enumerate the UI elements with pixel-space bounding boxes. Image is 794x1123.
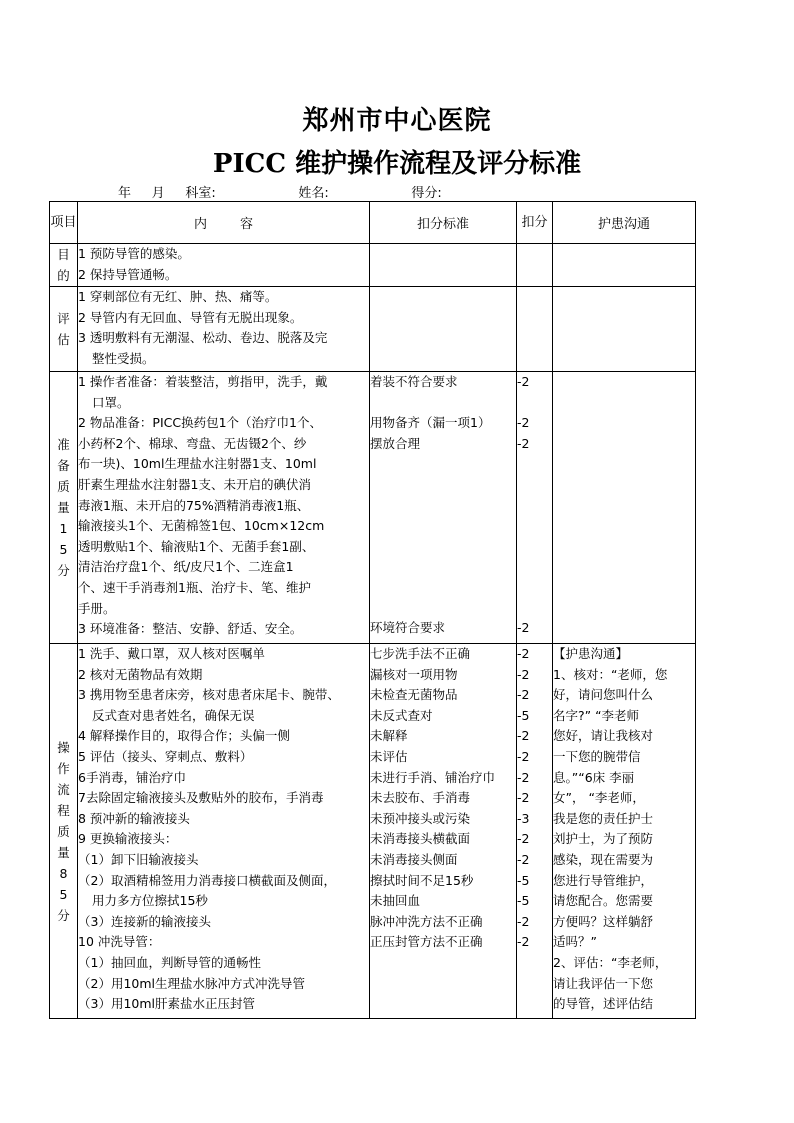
prep-line: 清洁治疗盘1个、纸/皮尺1个、二连盒1 (78, 559, 294, 575)
operation-std-item: 擦拭时间不足15秒 (370, 872, 474, 888)
prep-line: 肝素生理盐水注射器1支、未开启的碘伏消 (78, 476, 311, 492)
communication-line: 您好，请让我核对 (553, 728, 654, 744)
operation-line: 2 核对无菌物品有效期 (78, 666, 203, 682)
operation-line: （2）取酒精棉签用力消毒接口横截面及侧面， (78, 872, 336, 888)
scoring-table (49, 201, 696, 1019)
communication-line: 我是您的责任护士 (553, 810, 654, 826)
operation-pts-item: -2 (517, 646, 530, 661)
communication-line: 方便吗？这样躺舒 (553, 913, 654, 929)
operation-pts-item: -5 (517, 872, 530, 888)
prep-line: 手册。 (78, 600, 116, 616)
purpose-std (370, 244, 517, 287)
operation-label (50, 644, 78, 1019)
operation-line: 3 携用物至患者床旁，核对患者床尾卡、腕带、 (78, 687, 340, 703)
operation-std-item: 未反式查对 (370, 707, 433, 723)
operation-row (50, 644, 696, 1019)
communication-line: 您进行导管维护， (553, 872, 654, 888)
prep-pts-item: -2 (517, 374, 530, 389)
prep-line: 个、速干手消毒剂1瓶、治疗卡、笔、维护 (78, 579, 311, 595)
col-deduct-header: 扣分 (517, 202, 553, 244)
prep-std-spacer (370, 393, 516, 414)
communication-line: 请您配合。您需要 (553, 893, 654, 909)
prep-comm (553, 372, 696, 644)
assessment-row (50, 287, 696, 372)
operation-line: 6手消毒，铺治疗巾 (78, 769, 186, 785)
section-label-text: 准备质量15分 (57, 437, 70, 578)
section-label-text: 操作流程质量85分 (57, 739, 70, 923)
operation-line: 4 解释操作目的，取得合作；头偏一侧 (78, 728, 290, 744)
prep-line: 毒液1瓶、未开启的75%酒精消毒液1瓶、 (78, 497, 310, 513)
assessment-pts (517, 287, 553, 372)
purpose-row (50, 244, 696, 287)
operation-std (370, 644, 517, 1019)
communication-line: 感染，现在需要为 (553, 851, 654, 867)
operation-pts-item: -5 (517, 893, 530, 909)
prep-pts-item: -2 (517, 435, 530, 451)
operation-pts-item: -2 (517, 748, 530, 764)
communication-line: 的导管，述评估结 (553, 996, 654, 1012)
operation-pts-item: -2 (517, 913, 530, 929)
operation-communication (553, 644, 696, 1019)
operation-line: 用力多方位擦拭15秒 (92, 893, 208, 909)
operation-pts-item: -2 (517, 728, 530, 744)
operation-std-item: 正压封管方法不正确 (370, 934, 483, 950)
prep-line: 3 环境准备：整洁、安静、舒适、安全。 (78, 621, 303, 637)
operation-std-item: 脉冲冲洗方法不正确 (370, 913, 483, 929)
form-meta-line: 年 月 科室: 姓名: 得分: (118, 186, 442, 201)
col-communication-header: 护患沟通 (553, 202, 696, 244)
prep-std-gap (370, 454, 516, 618)
operation-std-item: 漏核对一项用物 (370, 666, 458, 682)
prep-std-item: 摆放合理 (370, 435, 421, 451)
communication-line: 一下您的腕带信 (553, 748, 641, 764)
operation-std-item: 七步洗手法不正确 (370, 646, 471, 661)
purpose-content (78, 244, 370, 287)
prep-line: 输液接头1个、无菌棉签1包、10cm×12cm (78, 518, 325, 534)
prep-std-item: 用物备齐（漏一项1） (370, 415, 491, 431)
prep-line: 2 物品准备：PICC换药包1个（治疗巾1个、 (78, 415, 323, 431)
assessment-content (78, 287, 370, 372)
operation-pts-item: -3 (517, 810, 530, 826)
assessment-line: 3 透明敷料有无潮湿、松动、卷边、脱落及完 (78, 330, 328, 346)
operation-pts-item: -2 (517, 831, 530, 847)
assessment-comm (553, 287, 696, 372)
header-row (50, 202, 696, 244)
prep-line: 透明敷贴1个、输液贴1个、无菌手套1副、 (78, 538, 315, 554)
operation-pts-item: -2 (517, 851, 530, 867)
prep-pts-spacer (517, 393, 552, 414)
section-label-text: 目的 (57, 247, 70, 283)
operation-line: （1）卸下旧输液接头 (78, 851, 199, 867)
prep-pts-item: -2 (517, 415, 530, 431)
prep-line: 口罩。 (92, 394, 130, 410)
assessment-line: 2 导管内有无回血、导管有无脱出现象。 (78, 309, 303, 325)
communication-line: 【护患沟通】 (553, 646, 629, 661)
assessment-line: 1 穿刺部位有无红、肿、热、痛等。 (78, 289, 278, 304)
prep-pts-gap (517, 454, 552, 618)
prep-pts (517, 372, 553, 644)
communication-line: 适吗？” (553, 934, 597, 950)
operation-line: 9 更换输液接头： (78, 831, 178, 847)
operation-line: 1 洗手、戴口罩，双人核对医嘱单 (78, 646, 265, 661)
operation-line: 7去除固定输液接头及敷贴外的胶布，手消毒 (78, 790, 324, 806)
document-title: PICC 维护操作流程及评分标准 (212, 149, 582, 179)
operation-line: （3）用10ml肝素盐水正压封管 (78, 996, 256, 1012)
communication-line: 好，请问您叫什么 (553, 687, 654, 703)
operation-pts-item: -5 (517, 707, 530, 723)
operation-content (78, 644, 370, 1019)
operation-line: （2）用10ml生理盐水脉冲方式冲洗导管 (78, 975, 306, 991)
prep-pts-item: -2 (517, 620, 530, 636)
prep-line: 布一块)、10ml生理盐水注射器1支、10ml (78, 456, 317, 472)
operation-std-item: 未检查无菌物品 (370, 687, 458, 703)
operation-line: 5 评估（接头、穿刺点、敷料） (78, 748, 253, 764)
prep-std-item: 着装不符合要求 (370, 374, 458, 389)
operation-line: 反式查对患者姓名，确保无误 (92, 707, 255, 723)
operation-std-item: 未消毒接头横截面 (370, 831, 471, 847)
col-item-header: 项目 (50, 202, 78, 244)
col-content-header: 内 容 (78, 202, 370, 244)
col-deduct-std-header: 扣分标准 (370, 202, 517, 244)
operation-std-item: 未评估 (370, 748, 408, 764)
operation-std-item: 未抽回血 (370, 893, 421, 909)
operation-std-item: 未去胶布、手消毒 (370, 790, 471, 806)
assessment-line: 整性受损。 (92, 350, 155, 366)
purpose-line: 1 预防导管的感染。 (78, 246, 190, 261)
operation-line: 10 冲洗导管： (78, 934, 161, 950)
operation-line: （1）抽回血，判断导管的通畅性 (78, 954, 261, 970)
prep-row (50, 372, 696, 644)
operation-pts (517, 644, 553, 1019)
purpose-line: 2 保持导管通畅。 (78, 266, 178, 282)
prep-content (78, 372, 370, 644)
operation-pts-item: -2 (517, 934, 530, 950)
prep-std-item: 环境符合要求 (370, 620, 446, 636)
operation-pts-item: -2 (517, 769, 530, 785)
section-label-text: 评估 (57, 311, 70, 347)
communication-line: 1、核对：“老师，您 (553, 666, 668, 682)
communication-line: 息。”“6床 李丽 (553, 769, 635, 785)
purpose-comm (553, 244, 696, 287)
prep-line: 1 操作者准备：着装整洁，剪指甲，洗手，戴 (78, 374, 328, 389)
communication-line: 刘护士，为了预防 (553, 831, 654, 847)
communication-line: 2、评估：“李老师， (553, 954, 668, 970)
communication-line: 女”， “李老师， (553, 790, 645, 806)
operation-pts-item: -2 (517, 790, 530, 806)
communication-line: 请让我评估一下您 (553, 975, 654, 991)
purpose-label (50, 244, 78, 287)
operation-std-item: 未解释 (370, 728, 408, 744)
operation-std-item: 未消毒接头侧面 (370, 851, 458, 867)
hospital-name: 郑州市中心医院 (302, 106, 492, 136)
assessment-std (370, 287, 517, 372)
prep-label (50, 372, 78, 644)
operation-line: 8 预冲新的输液接头 (78, 810, 190, 826)
purpose-pts (517, 244, 553, 287)
assessment-label (50, 287, 78, 372)
communication-line: 名字?” “李老师 (553, 707, 640, 723)
prep-std (370, 372, 517, 644)
operation-std-item: 未进行手消、铺治疗巾 (370, 769, 496, 785)
prep-line: 小药杯2个、棉球、弯盘、无齿镊2个、纱 (78, 435, 307, 451)
operation-line: （3）连接新的输液接头 (78, 913, 211, 929)
operation-pts-item: -2 (517, 666, 530, 682)
operation-pts-item: -2 (517, 687, 530, 703)
operation-std-item: 未预冲接头或污染 (370, 810, 471, 826)
